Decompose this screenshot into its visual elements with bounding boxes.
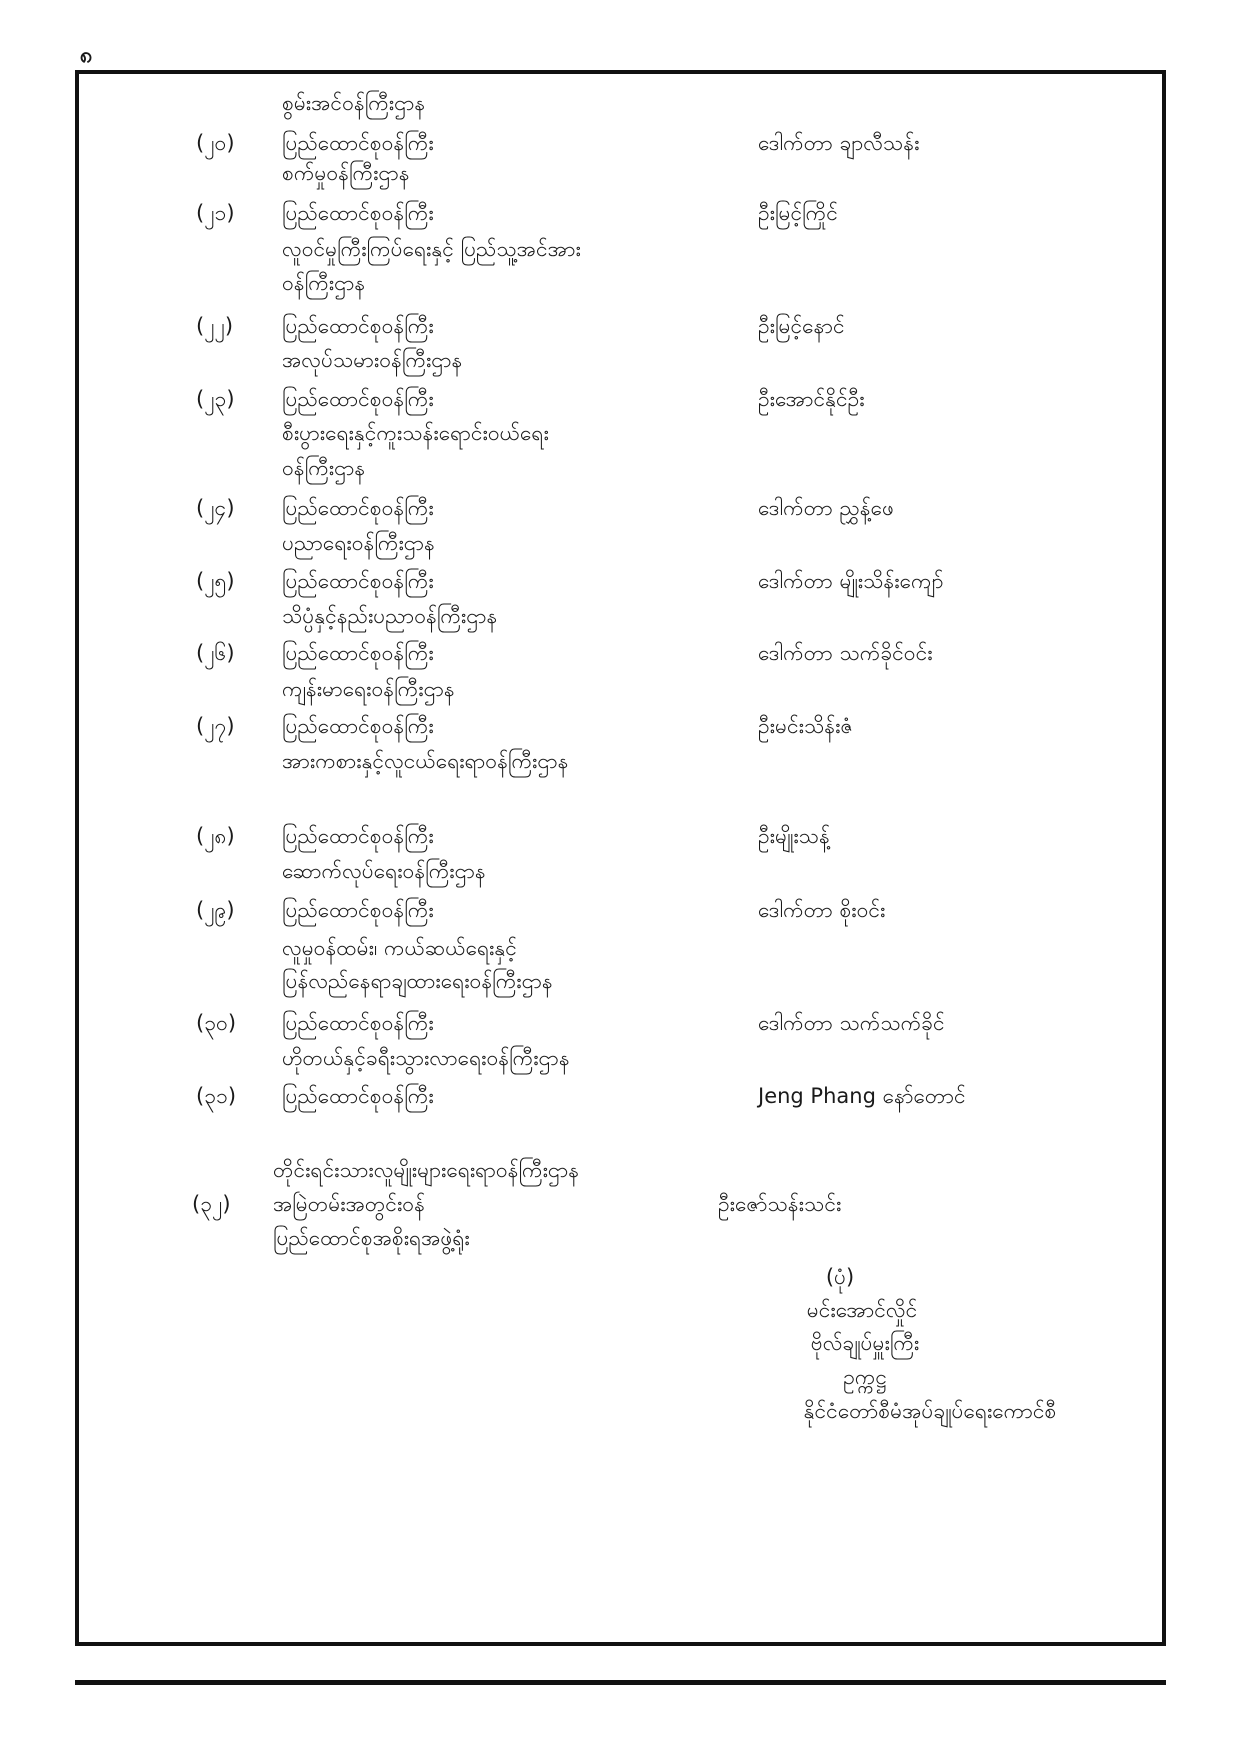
entry-ministry: ကျန်းမာရေးဝန်ကြီးဌာန [282, 677, 455, 701]
entry-name: ဒေါက်တာ ညွှန့်ဖေ [758, 496, 895, 520]
entry-ministry: အလုပ်သမားဝန်ကြီးဌာန [282, 348, 463, 372]
entry-name: ဒေါက်တာ ချာလီသန်း [758, 131, 920, 155]
entry-number: (၂၂) [196, 314, 234, 338]
entry-title: ပြည်ထောင်စုဝန်ကြီး [282, 1011, 434, 1035]
entry-title: ပြည်ထောင်စုဝန်ကြီး [282, 898, 434, 922]
entry-number: (၂၄) [196, 496, 235, 520]
entry-title: အမြဲတမ်းအတွင်းဝန် [273, 1192, 425, 1216]
entry-number: (၃၀) [196, 1011, 237, 1035]
entry-number: (၂၉) [196, 898, 235, 922]
entry-number: (၂၀) [196, 131, 235, 155]
entry-title: ပြည်ထောင်စုဝန်ကြီး [282, 641, 434, 665]
entry-ministry: အားကစားနှင့်လူငယ်ရေးရာဝန်ကြီးဌာန [282, 749, 569, 773]
signatory-rank: ဗိုလ်ချုပ်မှူးကြီး [810, 1331, 920, 1355]
entry-ministry: လူမှုဝန်ထမ်း၊ ကယ်ဆယ်ရေးနှင့် [282, 936, 517, 960]
entry-name: ဦးမျိုးသန့် [758, 824, 830, 848]
entry-number: (၃၁) [196, 1084, 237, 1108]
entry-number: (၃၂) [192, 1192, 231, 1216]
entry-number: (၂၁) [196, 201, 235, 225]
entry-title: ပြည်ထောင်စုဝန်ကြီး [282, 387, 434, 411]
entry-title: ပြည်ထောင်စုဝန်ကြီး [282, 314, 434, 338]
entry-ministry: တိုင်းရင်းသားလူမျိုးများရေးရာဝန်ကြီးဌာန [273, 1158, 580, 1182]
entry-office: ပြည်ထောင်စုအစိုးရအဖွဲ့ရုံး [273, 1226, 470, 1250]
entry-number: (၂၈) [196, 824, 235, 848]
entry-ministry: စက်မှုဝန်ကြီးဌာန [282, 161, 410, 185]
entry-name: ဦးမြင့်ကြိုင် [758, 201, 838, 225]
entry-title: ပြည်ထောင်စုဝန်ကြီး [282, 824, 434, 848]
signatory-position: ဥက္ကဋ္ဌ [843, 1365, 887, 1389]
entry-title: ပြည်ထောင်စုဝန်ကြီး [282, 201, 434, 225]
entry-ministry: ဟိုတယ်နှင့်ခရီးသွားလာရေးဝန်ကြီးဌာန [282, 1046, 570, 1070]
entry-title: ပြည်ထောင်စုဝန်ကြီး [282, 714, 434, 738]
signed-mark: (ပုံ) [825, 1265, 855, 1289]
entry-ministry: လူဝင်မှုကြီးကြပ်ရေးနှင့် ပြည်သူ့အင်အား [282, 237, 581, 261]
entry-title: ပြည်ထောင်စုဝန်ကြီး [282, 496, 434, 520]
entry-title: ပြည်ထောင်စုဝန်ကြီး [282, 569, 434, 593]
entry-ministry: စီးပွားရေးနှင့်ကူးသန်းရောင်းဝယ်ရေး [282, 421, 549, 445]
entry-name: ဦးဇော်သန်းသင်း [718, 1192, 842, 1216]
entry-name: ဦးမြင့်နောင် [758, 314, 845, 338]
entry-ministry: ပြန်လည်နေရာချထားရေးဝန်ကြီးဌာန [282, 969, 553, 993]
entry-title: ပြည်ထောင်စုဝန်ကြီး [282, 1084, 434, 1108]
entry-number: (၂၆) [196, 641, 235, 665]
entry-ministry: ဝန်ကြီးဌာန [282, 456, 366, 480]
entry-name: Jeng Phang နော်တောင် [758, 1084, 966, 1108]
entry-number: (၂၃) [196, 387, 235, 411]
entry-name: ဦးမင်းသိန်းဇံ [758, 714, 853, 738]
entry-name: ဦးအောင်နိုင်ဦး [758, 387, 865, 411]
entry-name: ဒေါက်တာ သက်ခိုင်ဝင်း [758, 641, 933, 665]
top-ministry-line: စွမ်းအင်ဝန်ကြီးဌာန [282, 91, 426, 115]
bottom-rule [75, 1680, 1166, 1685]
entry-name: ဒေါက်တာ စိုးဝင်း [758, 898, 886, 922]
entry-number: (၂၇) [196, 714, 235, 738]
signatory-name: မင်းအောင်လှိုင် [806, 1298, 918, 1322]
entry-ministry: ဝန်ကြီးဌာန [282, 271, 366, 295]
entry-name: ဒေါက်တာ သက်သက်ခိုင် [758, 1011, 945, 1035]
page-number: ၈ [80, 43, 93, 68]
entry-ministry: ဆောက်လုပ်ရေးဝန်ကြီးဌာန [282, 859, 486, 883]
entry-number: (၂၅) [196, 569, 235, 593]
signatory-council: နိုင်ငံတော်စီမံအုပ်ချုပ်ရေးကောင်စီ [803, 1399, 1057, 1423]
entry-ministry: သိပ္ပံနှင့်နည်းပညာဝန်ကြီးဌာန [282, 604, 498, 628]
entry-title: ပြည်ထောင်စုဝန်ကြီး [282, 131, 434, 155]
entry-ministry: ပညာရေးဝန်ကြီးဌာန [282, 531, 435, 555]
entry-name: ဒေါက်တာ မျိုးသိန်းကျော် [758, 569, 944, 593]
